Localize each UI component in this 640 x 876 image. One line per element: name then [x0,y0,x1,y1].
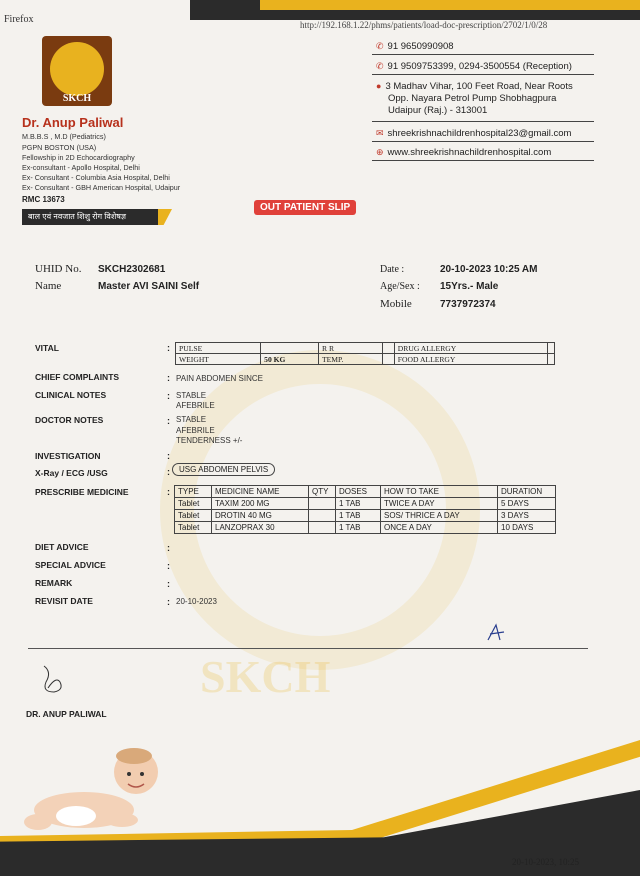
remark-label: REMARK [35,578,73,588]
contact-divider [372,121,594,122]
uhid-value: SKCH2302681 [98,264,166,275]
colon: : [167,416,170,426]
header-yellow-band [260,0,640,10]
colon: : [167,343,170,353]
table-cell: LANZOPRAX 30 [212,522,309,534]
phone-icon: ✆ [376,61,384,71]
signature-divider [28,648,588,649]
baby-photo [18,742,158,837]
table-cell: 1 TAB [336,522,381,534]
visit-date: 20-10-2023 10:25 AM [440,264,538,275]
chief-complaints-value: PAIN ABDOMEN SINCE [176,374,263,383]
browser-name: Firefox [4,14,34,25]
table-cell: TAXIM 200 MG [212,498,309,510]
vital-table [175,342,555,365]
watermark-text: SKCH [200,651,331,702]
signature-mark [38,662,72,702]
phone-secondary: ✆ 91 9509753399, 0294-3500554 (Reception) [376,61,572,72]
address: ● 3 Madhav Vihar, 100 Feet Road, Near Roots Opp. Nayara Petrol Pump Shobhagpura Udaipur (Raj.) - 313001 [376,81,573,116]
initials-mark [484,622,510,644]
table-row [175,498,556,510]
mobile-value: 7737972374 [440,299,496,310]
table-cell: PULSE [176,343,261,354]
doctor-notes-label: DOCTOR NOTES [35,415,104,425]
table-row [175,522,556,534]
credential-line: Ex- Consultant - Columbia Asia Hospital, Delhi [22,173,170,182]
table-row [176,343,555,354]
contact-divider [372,74,594,75]
table-cell: TEMP. [319,354,383,365]
table-cell: 1 TAB [336,498,381,510]
revisit-label: REVISIT DATE [35,596,93,606]
contact-divider [372,160,594,161]
colon: : [167,373,170,383]
mobile-label: Mobile [380,298,412,310]
colon: : [167,391,170,401]
table-cell [548,354,555,365]
revisit-date: 20-10-2023 [176,597,217,606]
table-cell [309,522,336,534]
table-cell: WEIGHT [176,354,261,365]
table-cell: DROTIN 40 MG [212,510,309,522]
medicine-table [174,485,556,534]
table-cell: FOOD ALLERGY [394,354,547,365]
special-advice-label: SPECIAL ADVICE [35,560,106,570]
doctor-name: Dr. Anup Paliwal [22,115,124,130]
table-header-row [175,486,556,498]
table-cell: TWICE A DAY [381,498,498,510]
colon: : [167,451,170,461]
specialty-tag-accent [158,209,172,225]
vital-label: VITAL [35,343,59,353]
table-cell: DRUG ALLERGY [394,343,547,354]
table-cell: 50 KG [261,354,319,365]
website: ⊕ www.shreekrishnachildrenhospital.com [376,147,552,158]
diet-advice-label: DIET ADVICE [35,542,89,552]
column-header: QTY [309,486,336,498]
table-cell: R R [319,343,383,354]
uhid-label: UHID No. [35,263,82,275]
table-cell [548,343,555,354]
table-cell [309,498,336,510]
table-cell: 3 DAYS [498,510,556,522]
xray-label: X-Ray / ECG /USG [35,468,108,478]
agesex-value: 15Yrs.- Male [440,281,499,292]
table-cell: 1 TAB [336,510,381,522]
colon: : [167,467,170,477]
date-label: Date : [380,264,405,275]
specialty-tag: बाल एवं नवजात शिशु रोग विशेषज्ञ [22,209,162,225]
credential-line: Ex- Consultant - GBH American Hospital, Udaipur [22,183,181,192]
name-label: Name [35,280,62,292]
prescribe-label: PRESCRIBE MEDICINE [35,487,129,497]
colon: : [167,487,170,497]
table-cell [309,510,336,522]
contact-divider [372,54,594,55]
table-cell: 10 DAYS [498,522,556,534]
clinical-notes-label: CLINICAL NOTES [35,390,107,400]
logo-text: SKCH [62,93,92,104]
credential-line: Fellowship in 2D Echocardiography [22,153,135,162]
credential-line: M.B.B.S , M.D (Pediatrics) [22,132,106,141]
doctor-notes-value: STABLE AFEBRILE TENDERNESS +/- [176,415,243,445]
column-header: HOW TO TAKE [381,486,498,498]
column-header: MEDICINE NAME [212,486,309,498]
mail-icon: ✉ [376,128,384,138]
agesex-label: Age/Sex : [380,281,420,292]
signature-name: DR. ANUP PALIWAL [26,709,107,719]
table-cell: Tablet [175,510,212,522]
column-header: TYPE [175,486,212,498]
credential-line: Ex-consultant - Apollo Hospital, Delhi [22,163,140,172]
print-timestamp: 20-10-2023, 10:25 [512,857,579,867]
credential-line: PGPN BOSTON (USA) [22,143,97,152]
table-row [176,354,555,365]
table-cell: Tablet [175,498,212,510]
phone-primary: ✆ 91 9650990908 [376,41,454,52]
browser-url: http://192.168.1.22/phms/patients/load-doc-prescription/2702/1/0/28 [300,20,548,30]
phone-icon: ✆ [376,41,384,51]
hospital-logo [42,36,112,106]
location-pin-icon: ● [376,81,382,91]
colon: : [167,597,170,607]
contact-divider [372,141,594,142]
investigation-label: INVESTIGATION [35,451,101,461]
colon: : [167,543,170,553]
slip-title: OUT PATIENT SLIP [254,200,356,215]
table-row [175,510,556,522]
table-cell [383,343,395,354]
xray-value: USG ABDOMEN PELVIS [172,463,275,476]
table-cell: ONCE A DAY [381,522,498,534]
column-header: DURATION [498,486,556,498]
table-cell [261,343,319,354]
colon: : [167,561,170,571]
colon: : [167,579,170,589]
table-cell: SOS/ THRICE A DAY [381,510,498,522]
clinical-notes-value: STABLE AFEBRILE [176,391,215,410]
table-cell: Tablet [175,522,212,534]
email: ✉ shreekrishnachildrenhospital23@gmail.com [376,128,572,139]
globe-icon: ⊕ [376,147,384,157]
rmc-number: RMC 13673 [22,195,65,204]
chief-complaints-label: CHIEF COMPLAINTS [35,372,120,382]
logo-emblem [50,42,104,96]
table-cell: 5 DAYS [498,498,556,510]
table-cell [383,354,395,365]
patient-name: Master AVI SAINI Self [98,281,200,292]
column-header: DOSES [336,486,381,498]
